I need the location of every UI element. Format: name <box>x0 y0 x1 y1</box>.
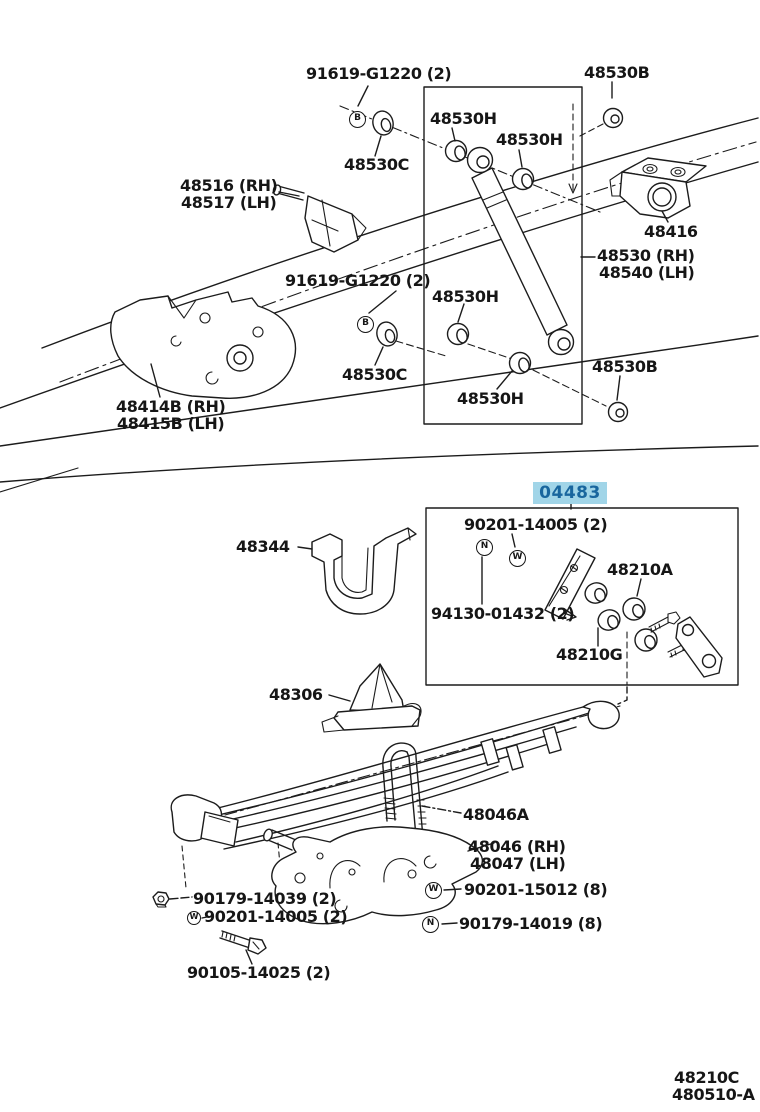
part-label-90201-14005-kit: 90201-14005 (2) <box>464 515 608 534</box>
bolt-symbol-icon-2: B <box>357 316 374 333</box>
part-label-48530-rh: 48530 (RH) <box>597 246 695 265</box>
part-label-48306: 48306 <box>269 685 323 704</box>
part-label-48530h-4: 48530H <box>457 389 524 408</box>
nut-icon <box>153 892 169 907</box>
part-label-48415b-lh: 48415B (LH) <box>117 414 225 433</box>
part-label-48046a: 48046A <box>463 805 529 824</box>
shock-lower-bracket-drawing <box>610 158 706 218</box>
part-label-48210a: 48210A <box>607 560 673 579</box>
washer-symbol-icon-1: W <box>509 550 526 567</box>
part-label-90201-15012: 90201-15012 (8) <box>464 880 608 899</box>
part-label-90179-14019: 90179-14019 (8) <box>459 914 603 933</box>
part-label-48530b-2: 48530B <box>592 357 658 376</box>
highlighted-part-number-04483[interactable]: 04483 <box>533 482 607 504</box>
part-label-48414b-rh: 48414B (RH) <box>116 397 226 416</box>
washer-symbol-icon-3: W <box>187 911 201 925</box>
part-label-90201-14005-b: 90201-14005 (2) <box>204 907 348 926</box>
part-label-48540-lh: 48540 (LH) <box>599 263 695 282</box>
part-label-91619-g1220-2: 91619-G1220 (2) <box>285 271 431 290</box>
part-label-48517-lh: 48517 (LH) <box>181 193 277 212</box>
part-label-48516-rh: 48516 (RH) <box>180 176 278 195</box>
part-label-48416: 48416 <box>644 222 698 241</box>
part-label-48530h-2: 48530H <box>496 130 563 149</box>
part-label-48530h-1: 48530H <box>430 109 497 128</box>
part-label-48530b-top: 48530B <box>584 63 650 82</box>
part-label-48530h-3: 48530H <box>432 287 499 306</box>
part-label-48530c-1: 48530C <box>344 155 410 174</box>
bolt-icon <box>220 931 266 954</box>
part-label-48210g: 48210G <box>556 645 623 664</box>
part-label-48047-lh: 48047 (LH) <box>470 854 566 873</box>
part-label-94130-01432: 94130-01432 (2) <box>431 604 575 623</box>
washer-symbol-icon-2: W <box>425 882 442 899</box>
part-label-48344: 48344 <box>236 537 290 556</box>
figure-code-top: 48210C <box>674 1068 740 1087</box>
part-label-48530c-2: 48530C <box>342 365 408 384</box>
spring-hanger-bracket-drawing <box>111 292 296 398</box>
part-label-90179-14039: 90179-14039 (2) <box>193 889 337 908</box>
figure-code-bottom: 480510-A <box>672 1085 755 1104</box>
bump-stop-drawing <box>322 664 421 732</box>
part-label-90105-14025: 90105-14025 (2) <box>187 963 331 982</box>
nut-symbol-icon-2: N <box>422 916 439 933</box>
part-label-48046-rh: 48046 (RH) <box>468 837 566 856</box>
shock-upper-bracket-drawing <box>272 184 366 252</box>
bumper-bracket-drawing <box>312 528 416 614</box>
part-label-91619-g1220-top: 91619-G1220 (2) <box>306 64 452 83</box>
nut-symbol-icon-1: N <box>476 539 493 556</box>
bolt-symbol-icon-1: B <box>349 111 366 128</box>
